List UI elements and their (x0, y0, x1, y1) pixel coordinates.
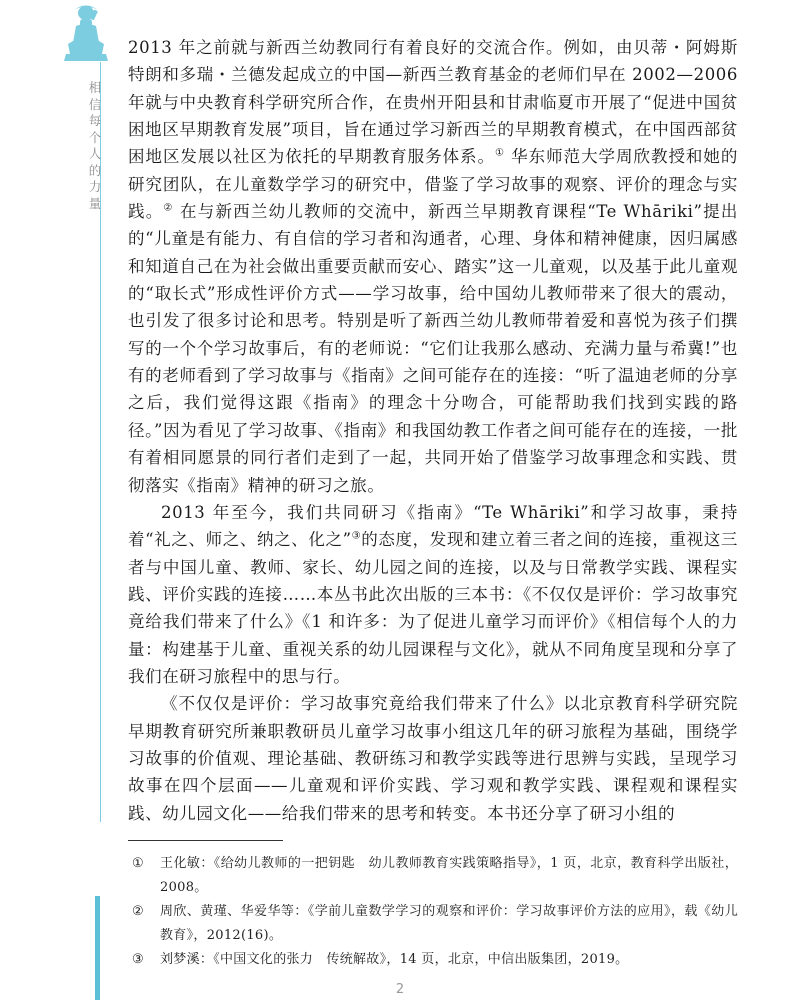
footnote-text: 周欣、黄瑾、华爱华等：《学前儿童数学学习的观察和评价：学习故事评价方法的应用》，载《幼儿教育》，2012(16)。 (160, 904, 738, 943)
footnote-text: 王化敏：《给幼儿教师的一把钥匙 幼儿教师教育实践策略指导》，1 页，北京，教育科学出版社，2008。 (160, 856, 738, 895)
paragraph-2-text-b: 的态度，发现和建立着三者之间的连接，重视这三者与中国儿童、教师、家长、幼儿园之间的连接，以及与日常教学实践、课程实践、评价实践的连接……本丛书此次出版的三本书：《不仅仅是评价：学习故事究竟给我们带来了什么》《1 和许多：为了促进儿童学习而评价》《相信每个人的力量：构建基于儿童、重视关系的幼儿园课程与文化》，就从不同角度呈现和分享了我们在研习旅程中的思与行。 (128, 530, 738, 686)
main-text (128, 34, 738, 827)
footnote-1 (128, 852, 738, 900)
footnote-ref-1: ① (495, 147, 505, 159)
paragraph-1-text-b: 华东师范大学周欣教授和她的研究团队，在儿童数学学习的研究中，借鉴了学习故事的观察、评价的理念与实践。 (128, 147, 738, 222)
footnote-text: 刘梦溪：《中国文化的张力 传统解故》，14 页，北京，中信出版集团，2019。 (160, 952, 629, 967)
paragraph-2 (128, 499, 738, 690)
footnote-ref-2: ② (163, 202, 174, 214)
footnote-mark: ① (132, 856, 144, 871)
paragraph-1-text-a: 2013 年之前就与新西兰幼教同行有着良好的交流合作。例如，由贝蒂・阿姆斯特朗和多瑞・兰德发起成立的中国—新西兰教育基金的老师们早在 2002—2006 年就与中央教育科学研究所合作，在贵州开阳县和甘肃临夏市开展了“促进中国贫困地区早期教育发展”项目，旨在通过学习新西兰的早期教育模式，在中国西部贫困地区发展以社区为依托的早期教育服务体系。 (128, 38, 738, 167)
child-reading-logo-icon (56, 4, 116, 62)
footnote-3 (128, 948, 738, 972)
paragraph-3: 《不仅仅是评价：学习故事究竟给我们带来了什么》以北京教育科学研究院早期教育研究所兼职教研员儿童学习故事小组这几年的研习旅程为基础，围绕学习故事的价值观、理论基础、教研练习和教学实践等进行思辨与实践，呈现学习故事在四个层面——儿童观和评价实践、学习观和教学实践、课程观和课程实践、幼儿园文化——给我们带来的思考和转变。本书还分享了研习小组的 (128, 694, 738, 823)
running-title: 相信每个人的力量 (88, 80, 102, 211)
footnote-2 (128, 900, 738, 948)
footnote-separator (128, 840, 283, 841)
footnote-mark: ② (132, 904, 144, 919)
paragraph-1-text-c: 在与新西兰幼儿教师的交流中，新西兰早期教育课程“Te Whāriki”提出的“儿童是有能力、有自信的学习者和沟通者，心理、身体和精神健康，因归属感和知道自己在为社会做出重要贡献而安心、踏实”这一儿童观，以及基于此儿童观的“取长式”形成性评价方式——学习故事，给中国幼儿教师带来了很大的震动，也引发了很多讨论和思考。特别是听了新西兰幼儿教师带着爱和喜悦为孩子们撰写的一个个学习故事后，有的老师说：“它们让我那么感动、充满力量与希冀!”也有的老师看到了学习故事与《指南》之间可能存在的连接：“听了温迪老师的分享之后，我们觉得这跟《指南》的理念十分吻合，可能帮助我们找到实践的路径。”因为看见了学习故事、《指南》和我国幼教工作者之间可能存在的连接，一批有着相同愿景的同行者们走到了一起，共同开始了借鉴学习故事理念和实践、贯彻落实《指南》精神的研习之旅。 (128, 202, 738, 495)
paragraph-1 (128, 34, 738, 499)
paragraph-2-text-a: 2013 年至今，我们共同研习《指南》“Te Whāriki”和学习故事，秉持着“礼之、师之、纳之、化之” (128, 502, 738, 550)
footnote-ref-3: ③ (351, 530, 362, 542)
footnotes (128, 852, 738, 972)
page-number: 2 (395, 982, 405, 997)
footnote-mark: ③ (132, 952, 144, 967)
